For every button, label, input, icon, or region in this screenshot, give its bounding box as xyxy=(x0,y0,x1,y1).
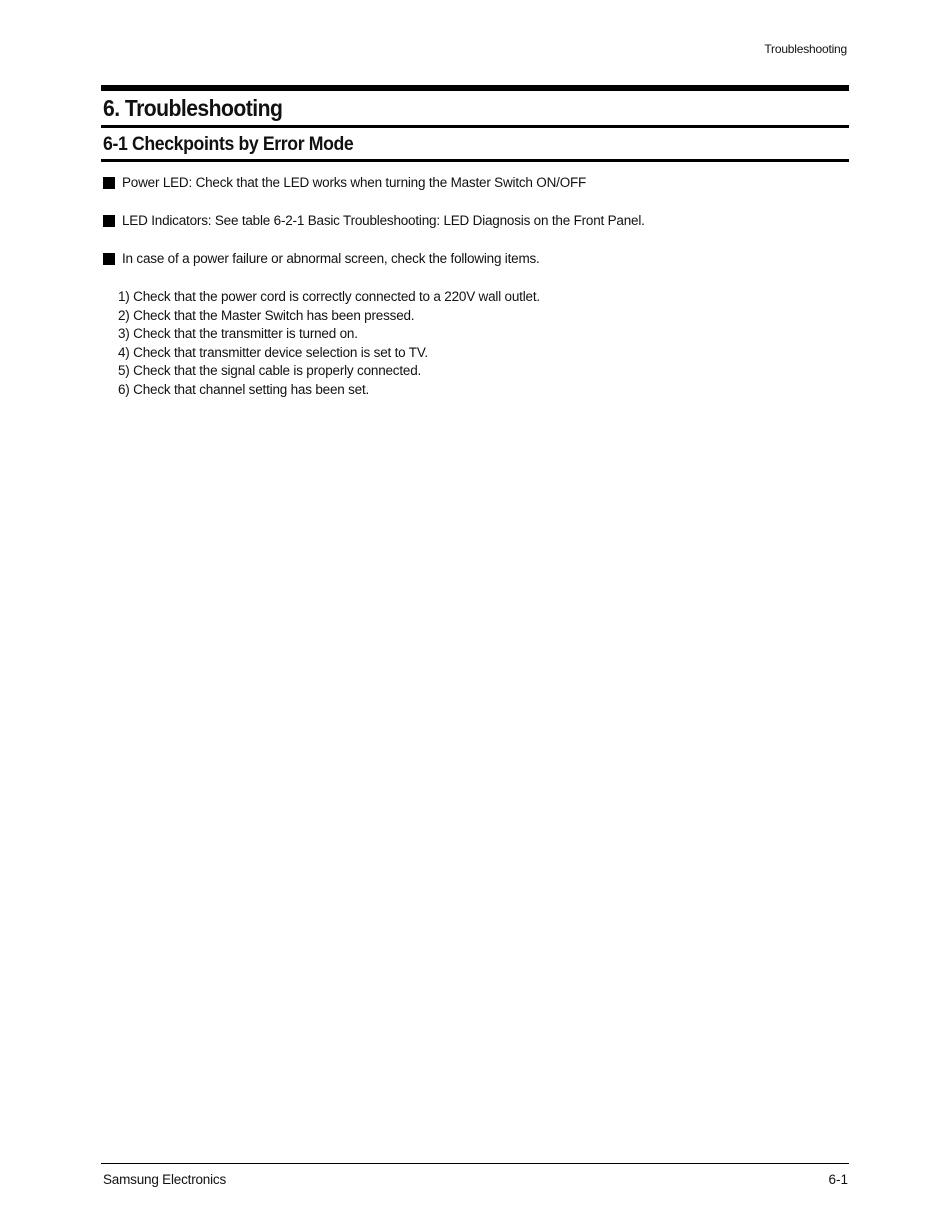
bullet-item-power-failure xyxy=(103,251,540,266)
check-step: 5) Check that the signal cable is properly connected. xyxy=(118,363,422,379)
bullet-text: In case of a power failure or abnormal screen, check the following items. xyxy=(122,251,540,266)
check-step: 4) Check that transmitter device selection is set to TV. xyxy=(118,344,428,360)
check-step: 1) Check that the power cord is correctly connected to a 220V wall outlet. xyxy=(118,289,540,304)
chapter-title: 6. Troubleshooting xyxy=(103,95,283,121)
bullet-text: LED Indicators: See table 6-2-1 Basic Troubleshooting: LED Diagnosis on the Front Panel. xyxy=(122,213,645,228)
check-step: 2) Check that the Master Switch has been pressed. xyxy=(118,307,415,323)
footer-company: Samsung Electronics xyxy=(103,1172,227,1187)
section-title: 6-1 Checkpoints by Error Mode xyxy=(103,134,354,155)
bullet-item-led-indicators xyxy=(103,213,645,228)
section-rule xyxy=(101,159,849,162)
page-number: 6-1 xyxy=(828,1172,848,1187)
check-step: 6) Check that channel setting has been set. xyxy=(118,381,370,397)
running-header: Troubleshooting xyxy=(764,42,847,56)
check-steps-list xyxy=(118,288,540,400)
chapter-bottom-rule xyxy=(101,125,849,128)
square-bullet-icon xyxy=(103,253,115,265)
square-bullet-icon xyxy=(103,215,115,227)
square-bullet-icon xyxy=(103,177,115,189)
bullet-item-power-led xyxy=(103,175,586,190)
bullet-text: Power LED: Check that the LED works when turning the Master Switch ON/OFF xyxy=(122,175,587,190)
chapter-top-rule xyxy=(101,85,849,91)
check-step: 3) Check that the transmitter is turned on. xyxy=(118,326,358,342)
footer-rule xyxy=(101,1163,849,1164)
